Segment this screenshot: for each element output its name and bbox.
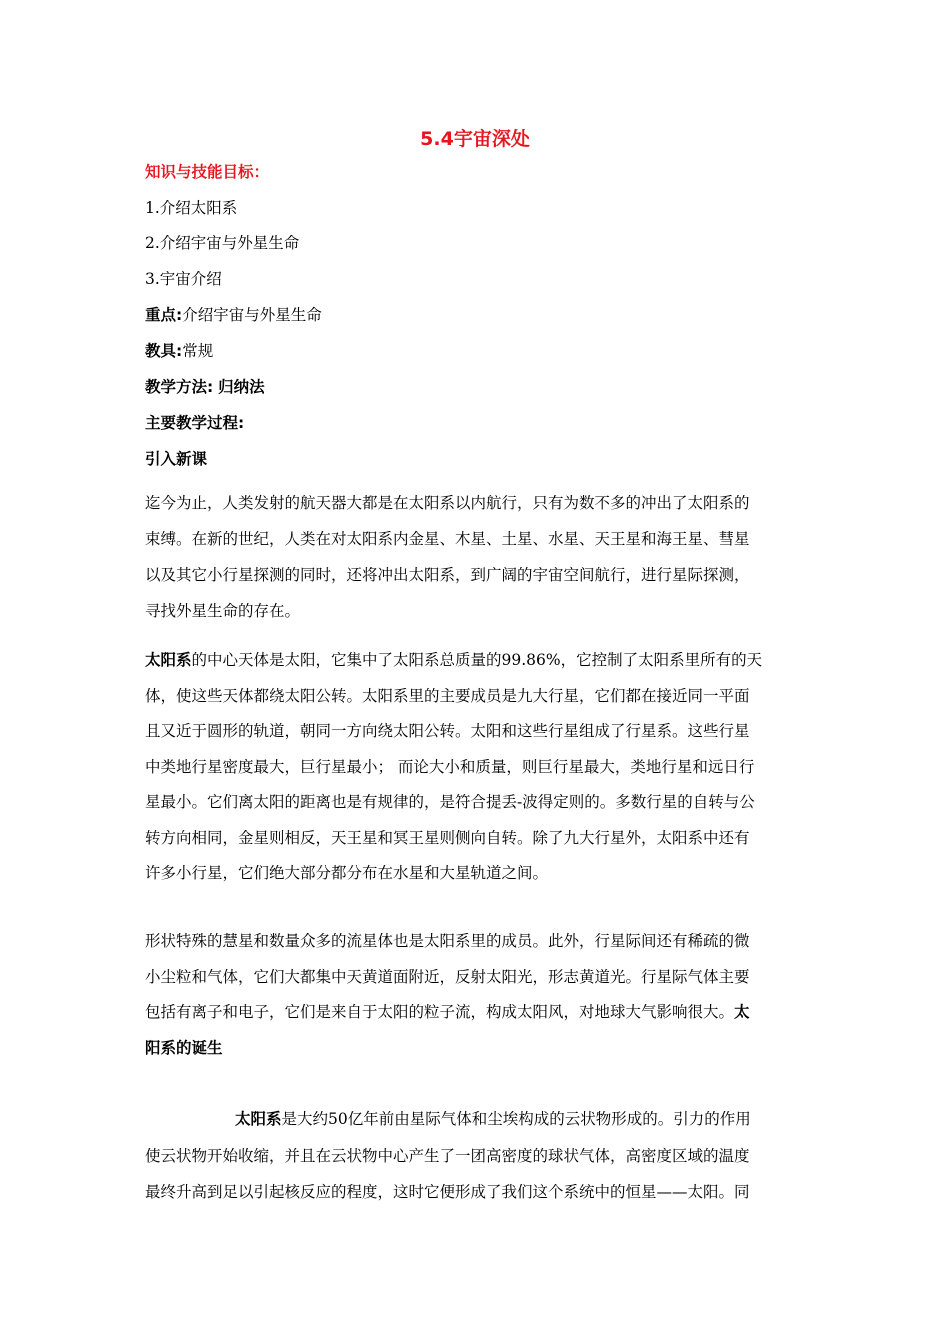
tools-label: 教具: bbox=[145, 342, 183, 360]
key-point-line bbox=[145, 305, 322, 325]
text-line: 使云状物开始收缩，并且在云状物中心产生了一团高密度的球状气体，高密度区域的温度 bbox=[145, 1146, 750, 1165]
paragraph-solar-system bbox=[145, 643, 809, 892]
text-line: 最终升高到足以引起核反应的程度，这时它便形成了我们这个系统中的恒星——太阳。同 bbox=[145, 1183, 750, 1201]
method-text: 归纳法 bbox=[218, 378, 265, 396]
solar-system-term: 太阳系 bbox=[145, 651, 192, 669]
method-line bbox=[145, 377, 265, 397]
objectives-heading: 知识与技能目标： bbox=[145, 163, 270, 181]
intro-heading: 引入新课 bbox=[145, 450, 208, 468]
text-line: 包括有离子和电子，它们是来自于太阳的粒子流，构成太阳风，对地球大气影响很大。 bbox=[145, 1003, 735, 1021]
solar-system-term: 太阳系 bbox=[235, 1110, 282, 1128]
text-line: 且又近于圆形的轨道，朝同一方向绕太阳公转。太阳和这些行星组成了行星系。这些行星 bbox=[145, 722, 750, 740]
paragraph-intro bbox=[145, 485, 809, 629]
text-line: 寻找外星生命的存在。 bbox=[145, 602, 301, 620]
method-label: 教学方法: bbox=[145, 378, 214, 396]
birth-heading-start: 太 bbox=[734, 1003, 750, 1021]
objective-item: 2.介绍宇宙与外星生命 bbox=[145, 234, 300, 252]
text-line: 小尘粒和气体，它们大都集中天黄道面附近，反射太阳光，形志黄道光。行星际气体主要 bbox=[145, 967, 750, 986]
birth-heading-end: 阳系的诞生 bbox=[145, 1038, 223, 1057]
text-line: 星最小。它们离太阳的距离也是有规律的，是符合提丢-波得定则的。多数行星的自转与公 bbox=[145, 793, 755, 811]
text-line: 中类地行星密度最大，巨行星最小； 而论大小和质量，则巨行星最大，类地行星和远日行 bbox=[145, 757, 755, 776]
text-line: 许多小行星，它们绝大部分都分布在水星和大星轨道之间。 bbox=[145, 864, 549, 882]
tools-line bbox=[145, 341, 213, 361]
text-line: 是大约50亿年前由星际气体和尘埃构成的云状物形成的。引力的作用 bbox=[281, 1110, 751, 1128]
text-line: 迄今为止，人类发射的航天器大都是在太阳系以内航行，只有为数不多的冲出了太阳系的 bbox=[145, 494, 750, 512]
text-line: 形状特殊的慧星和数量众多的流星体也是太阳系里的成员。此外，行星际间还有稀疏的微 bbox=[145, 932, 750, 950]
page-title: 5.4宇宙深处 bbox=[420, 128, 530, 150]
tools-text: 常规 bbox=[182, 342, 214, 360]
objective-item: 1.介绍太阳系 bbox=[145, 199, 238, 217]
key-point-label: 重点: bbox=[145, 306, 183, 324]
text-line: 体，使这些天体都绕太阳公转。太阳系里的主要成员是九大行星，它们都在接近同一平面 bbox=[145, 686, 750, 705]
process-heading: 主要教学过程: bbox=[145, 414, 245, 432]
text-line: 束缚。在新的世纪，人类在对太阳系内金星、木星、土星、水星、天王星和海王星、彗星 bbox=[145, 530, 750, 548]
text-line: 的中心天体是太阳，它集中了太阳系总质量的99.86%，它控制了太阳系里所有的天 bbox=[191, 651, 763, 669]
paragraph-birth bbox=[145, 1101, 809, 1211]
objective-item: 3.宇宙介绍 bbox=[145, 270, 222, 288]
paragraph-members bbox=[145, 924, 809, 1066]
key-point-text: 介绍宇宙与外星生命 bbox=[182, 306, 322, 324]
text-line: 转方向相同，金星则相反，天王星和冥王星则侧向自转。除了九大行星外，太阳系中还有 bbox=[145, 828, 750, 847]
text-line: 以及其它小行星探测的同时，还将冲出太阳系，到广阔的宇宙空间航行，进行星际探测， bbox=[145, 566, 750, 584]
